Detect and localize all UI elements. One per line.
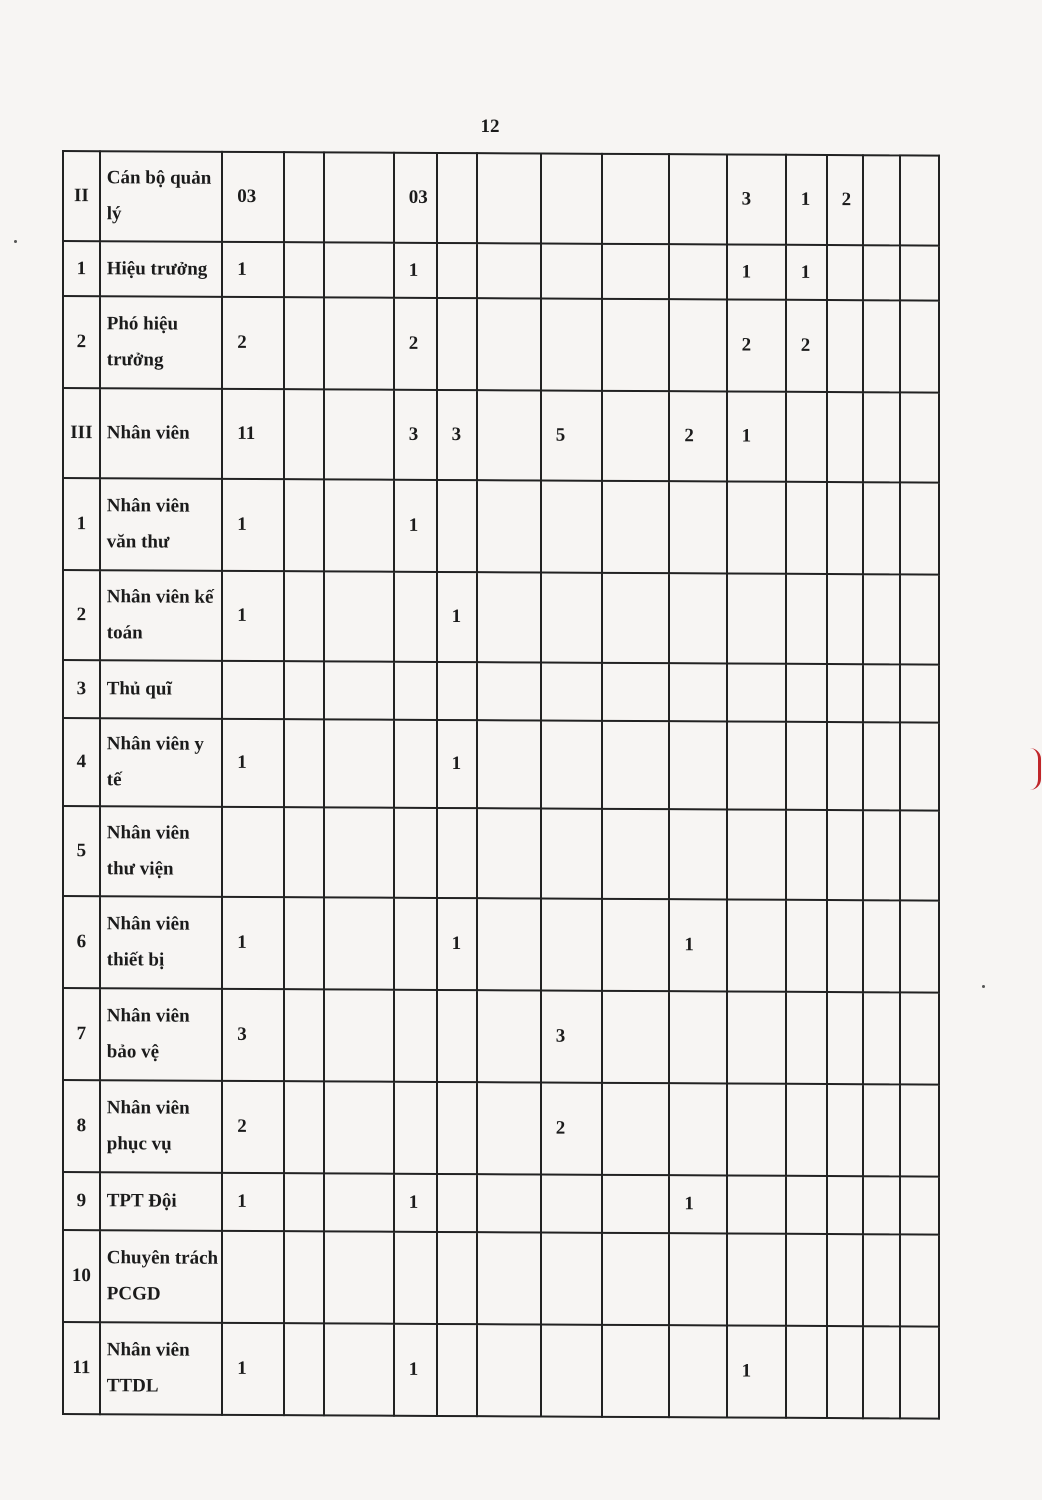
table-cell: 1 bbox=[222, 1173, 283, 1231]
table-cell bbox=[900, 992, 939, 1084]
table-cell bbox=[541, 1325, 602, 1417]
red-pen-mark bbox=[1030, 748, 1041, 790]
staff-table bbox=[62, 150, 940, 1420]
row-label: Nhân viên y tế bbox=[100, 718, 223, 807]
table-cell bbox=[863, 900, 900, 992]
table-cell bbox=[602, 244, 669, 299]
table-cell bbox=[669, 721, 726, 809]
table-cell bbox=[669, 663, 726, 721]
table-cell bbox=[863, 482, 900, 574]
table-cell: 1 bbox=[437, 898, 478, 990]
row-number: 1 bbox=[63, 241, 100, 296]
table-cell bbox=[727, 1233, 786, 1325]
table-cell bbox=[324, 479, 393, 571]
table-cell: 03 bbox=[222, 152, 283, 242]
table-cell bbox=[786, 1084, 827, 1176]
table-cell bbox=[437, 662, 478, 720]
table-row bbox=[63, 296, 939, 393]
table-cell bbox=[827, 664, 864, 722]
table-cell bbox=[437, 480, 478, 572]
row-label: Hiệu trưởng bbox=[100, 241, 223, 297]
table-row bbox=[63, 660, 939, 723]
table-cell bbox=[284, 661, 325, 719]
table-cell bbox=[669, 991, 726, 1083]
table-cell bbox=[284, 1173, 325, 1231]
table-cell bbox=[324, 1231, 393, 1323]
table-cell: 2 bbox=[541, 1083, 602, 1175]
table-cell bbox=[284, 242, 325, 297]
table-cell bbox=[437, 1082, 478, 1174]
table-cell bbox=[437, 1324, 478, 1416]
table-cell bbox=[602, 573, 669, 663]
table-cell bbox=[786, 1176, 827, 1234]
table-cell bbox=[900, 664, 939, 722]
table-cell: 1 bbox=[222, 719, 283, 807]
table-cell bbox=[324, 897, 393, 989]
table-cell bbox=[727, 481, 786, 573]
table-cell bbox=[669, 299, 726, 391]
row-number: 6 bbox=[63, 896, 100, 988]
table-cell: 1 bbox=[786, 155, 827, 245]
table-cell bbox=[727, 663, 786, 721]
table-cell bbox=[437, 1232, 478, 1324]
table-cell: 2 bbox=[786, 300, 827, 392]
table-cell bbox=[222, 807, 283, 897]
table-cell bbox=[324, 719, 393, 807]
table-row bbox=[63, 1172, 939, 1235]
table-cell bbox=[437, 243, 478, 298]
table-cell: 1 bbox=[786, 245, 827, 300]
row-number: 4 bbox=[63, 718, 100, 806]
table-cell: 2 bbox=[222, 297, 283, 389]
table-cell bbox=[477, 153, 540, 243]
table-cell bbox=[669, 1325, 726, 1417]
table-cell: 2 bbox=[222, 1081, 283, 1173]
table-cell bbox=[324, 1173, 393, 1231]
table-cell bbox=[284, 571, 325, 661]
table-cell bbox=[602, 1325, 669, 1417]
table-cell bbox=[863, 810, 900, 900]
table-cell: 3 bbox=[437, 390, 478, 480]
table-cell bbox=[541, 154, 602, 244]
row-label: Phó hiệu trưởng bbox=[100, 296, 223, 389]
table-cell bbox=[727, 991, 786, 1083]
table-cell bbox=[284, 389, 325, 479]
table-cell: 1 bbox=[222, 897, 283, 989]
table-cell bbox=[900, 810, 939, 900]
table-cell bbox=[863, 1234, 900, 1326]
row-label: Nhân viên bbox=[100, 388, 223, 479]
table-cell bbox=[477, 243, 540, 298]
table-cell bbox=[437, 153, 478, 243]
table-cell bbox=[394, 1082, 437, 1174]
table-cell bbox=[827, 1326, 864, 1418]
table-cell bbox=[827, 1234, 864, 1326]
table-cell: 2 bbox=[727, 299, 786, 391]
table-cell bbox=[863, 155, 900, 245]
table-cell bbox=[900, 900, 939, 992]
table-cell bbox=[394, 808, 437, 898]
table-cell: 1 bbox=[394, 243, 437, 298]
row-number: 11 bbox=[63, 1322, 100, 1414]
row-number: III bbox=[63, 388, 100, 478]
table-cell: 1 bbox=[727, 391, 786, 481]
table-cell: 3 bbox=[727, 154, 786, 244]
table-cell bbox=[284, 807, 325, 897]
table-cell bbox=[602, 809, 669, 899]
row-number: 3 bbox=[63, 660, 100, 718]
table-cell bbox=[602, 1175, 669, 1233]
table-cell bbox=[827, 900, 864, 992]
table-cell bbox=[786, 1326, 827, 1418]
table-cell bbox=[786, 664, 827, 722]
table-cell bbox=[669, 154, 726, 244]
table-row bbox=[63, 1230, 939, 1327]
row-number: 10 bbox=[63, 1230, 100, 1322]
table-cell bbox=[602, 1083, 669, 1175]
table-cell bbox=[284, 479, 325, 571]
table-row bbox=[63, 718, 939, 811]
table-cell bbox=[727, 573, 786, 663]
table-cell bbox=[900, 300, 939, 392]
table-cell bbox=[900, 1084, 939, 1176]
row-label: Nhân viên thư viện bbox=[100, 806, 223, 897]
table-cell bbox=[222, 1231, 283, 1323]
table-cell bbox=[477, 1082, 540, 1174]
table-cell bbox=[786, 574, 827, 664]
table-row bbox=[63, 241, 939, 301]
row-label: Cán bộ quản lý bbox=[100, 151, 223, 242]
page-number: 12 bbox=[480, 116, 500, 137]
table-cell bbox=[284, 989, 325, 1081]
table-cell bbox=[669, 481, 726, 573]
table-cell bbox=[827, 722, 864, 810]
table-cell bbox=[324, 661, 393, 719]
table-row bbox=[63, 570, 939, 665]
table-cell bbox=[863, 245, 900, 300]
row-number: 8 bbox=[63, 1080, 100, 1172]
table-cell bbox=[786, 482, 827, 574]
table-cell: 1 bbox=[394, 480, 437, 572]
row-number: 2 bbox=[63, 570, 100, 660]
table-cell bbox=[284, 152, 325, 242]
table-cell bbox=[900, 245, 939, 300]
table-cell: 1 bbox=[727, 244, 786, 299]
table-cell bbox=[669, 1233, 726, 1325]
table-cell: 1 bbox=[394, 1324, 437, 1416]
table-cell: 1 bbox=[222, 479, 283, 571]
table-cell bbox=[541, 481, 602, 573]
table-cell bbox=[602, 391, 669, 481]
row-number: II bbox=[63, 151, 100, 241]
table-cell bbox=[324, 389, 393, 479]
table-cell bbox=[602, 481, 669, 573]
row-label: Nhân viên văn thư bbox=[100, 478, 223, 571]
row-label: Chuyên trách PCGD bbox=[100, 1230, 223, 1323]
table-cell bbox=[900, 482, 939, 574]
table-cell bbox=[602, 721, 669, 809]
table-cell: 1 bbox=[222, 1323, 283, 1415]
table-cell bbox=[541, 1233, 602, 1325]
table-cell bbox=[863, 1084, 900, 1176]
table-cell bbox=[437, 990, 478, 1082]
table-cell bbox=[827, 482, 864, 574]
table-cell bbox=[284, 719, 325, 807]
table-cell bbox=[786, 992, 827, 1084]
table-cell bbox=[541, 573, 602, 663]
table-cell bbox=[541, 244, 602, 299]
row-number: 5 bbox=[63, 806, 100, 896]
table-cell bbox=[602, 663, 669, 721]
table-cell bbox=[669, 809, 726, 899]
table-cell bbox=[394, 898, 437, 990]
table-cell bbox=[394, 1232, 437, 1324]
table-cell bbox=[477, 480, 540, 572]
table-cell bbox=[437, 298, 478, 390]
table-cell bbox=[284, 1081, 325, 1173]
row-label: Nhân viên TTDL bbox=[100, 1322, 223, 1415]
table-cell bbox=[602, 991, 669, 1083]
table-cell bbox=[477, 572, 540, 662]
table-cell bbox=[827, 1084, 864, 1176]
table-cell bbox=[827, 992, 864, 1084]
table-cell bbox=[437, 808, 478, 898]
table-cell bbox=[222, 661, 283, 719]
row-label: Thủ quĩ bbox=[100, 660, 223, 719]
table-cell bbox=[727, 1175, 786, 1233]
table-cell: 1 bbox=[727, 1325, 786, 1417]
table-cell bbox=[602, 299, 669, 391]
table-cell bbox=[284, 897, 325, 989]
table-cell bbox=[541, 1175, 602, 1233]
table-cell bbox=[827, 300, 864, 392]
table-cell bbox=[900, 1326, 939, 1418]
table-cell: 1 bbox=[437, 572, 478, 662]
table-cell: 5 bbox=[541, 391, 602, 481]
table-cell bbox=[394, 662, 437, 720]
table-cell bbox=[437, 1174, 478, 1232]
table-cell bbox=[863, 574, 900, 664]
table-cell bbox=[900, 722, 939, 810]
row-number: 1 bbox=[63, 478, 100, 570]
table-cell bbox=[827, 1176, 864, 1234]
table-cell: 03 bbox=[394, 153, 437, 243]
table-cell bbox=[394, 720, 437, 808]
scan-speck bbox=[982, 985, 985, 988]
table-cell bbox=[786, 722, 827, 810]
table-cell: 1 bbox=[394, 1174, 437, 1232]
table-cell bbox=[863, 722, 900, 810]
row-label: Nhân viên bảo vệ bbox=[100, 988, 223, 1081]
table-cell bbox=[669, 244, 726, 299]
table-cell bbox=[324, 571, 393, 661]
table-cell bbox=[900, 1176, 939, 1234]
row-label: TPT Đội bbox=[100, 1172, 223, 1231]
table-cell bbox=[477, 898, 540, 990]
table-cell bbox=[477, 298, 540, 390]
table-cell bbox=[477, 990, 540, 1082]
table-cell: 1 bbox=[437, 720, 478, 808]
table-cell bbox=[324, 989, 393, 1081]
table-cell bbox=[477, 1174, 540, 1232]
table-cell bbox=[900, 574, 939, 664]
table-cell bbox=[541, 899, 602, 991]
table-cell: 1 bbox=[669, 899, 726, 991]
table-cell bbox=[602, 154, 669, 244]
table-cell: 3 bbox=[222, 989, 283, 1081]
table-cell bbox=[863, 300, 900, 392]
table-cell bbox=[827, 810, 864, 900]
table-cell bbox=[863, 664, 900, 722]
table-cell bbox=[827, 574, 864, 664]
table-cell bbox=[786, 810, 827, 900]
table-cell bbox=[477, 1232, 540, 1324]
table-cell bbox=[827, 245, 864, 300]
table-row bbox=[63, 806, 939, 901]
table-row bbox=[63, 151, 939, 246]
scan-speck bbox=[14, 240, 17, 243]
table-cell bbox=[284, 297, 325, 389]
row-label: Nhân viên phục vụ bbox=[100, 1080, 223, 1173]
row-label: Nhân viên kế toán bbox=[100, 570, 223, 661]
table-row bbox=[63, 896, 939, 993]
table-cell bbox=[602, 1233, 669, 1325]
table-cell: 2 bbox=[394, 298, 437, 390]
table-cell bbox=[394, 990, 437, 1082]
table-cell bbox=[477, 1324, 540, 1416]
table-cell bbox=[863, 392, 900, 482]
table-cell bbox=[477, 808, 540, 898]
table-cell bbox=[727, 809, 786, 899]
table-cell bbox=[477, 662, 540, 720]
table-cell bbox=[669, 573, 726, 663]
table-cell bbox=[863, 1326, 900, 1418]
table-cell bbox=[786, 900, 827, 992]
table-row bbox=[63, 988, 939, 1085]
row-label: Nhân viên thiết bị bbox=[100, 896, 223, 989]
row-number: 9 bbox=[63, 1172, 100, 1230]
table-cell bbox=[863, 992, 900, 1084]
table-cell bbox=[284, 1231, 325, 1323]
row-number: 2 bbox=[63, 296, 100, 388]
table-cell bbox=[477, 390, 540, 480]
table-cell: 1 bbox=[222, 571, 283, 661]
table-cell: 1 bbox=[222, 242, 283, 297]
row-number: 7 bbox=[63, 988, 100, 1080]
table-cell bbox=[541, 299, 602, 391]
table-cell bbox=[541, 663, 602, 721]
table-cell bbox=[394, 572, 437, 662]
table-cell bbox=[827, 392, 864, 482]
table-cell bbox=[324, 807, 393, 897]
table-row bbox=[63, 388, 939, 483]
table-cell bbox=[324, 152, 393, 242]
table-cell bbox=[602, 899, 669, 991]
table-cell: 1 bbox=[669, 1175, 726, 1233]
table-cell bbox=[786, 1234, 827, 1326]
table-cell bbox=[324, 1323, 393, 1415]
table-cell bbox=[669, 1083, 726, 1175]
table-cell bbox=[900, 1234, 939, 1326]
table-cell: 2 bbox=[669, 391, 726, 481]
table-cell bbox=[541, 721, 602, 809]
table-cell bbox=[786, 392, 827, 482]
table-cell bbox=[477, 720, 540, 808]
table-cell bbox=[727, 1083, 786, 1175]
table-cell bbox=[900, 392, 939, 482]
table-cell: 11 bbox=[222, 389, 283, 479]
table-cell bbox=[541, 809, 602, 899]
table-cell bbox=[727, 721, 786, 809]
table-cell: 3 bbox=[541, 991, 602, 1083]
table-cell bbox=[727, 899, 786, 991]
table-cell: 2 bbox=[827, 155, 864, 245]
table-cell bbox=[324, 242, 393, 297]
table-row bbox=[63, 1322, 939, 1419]
table-cell bbox=[863, 1176, 900, 1234]
table-row bbox=[63, 478, 939, 575]
table-cell: 3 bbox=[394, 390, 437, 480]
table-cell bbox=[284, 1323, 325, 1415]
table-row bbox=[63, 1080, 939, 1177]
table-cell bbox=[324, 1081, 393, 1173]
table-cell bbox=[900, 155, 939, 245]
table-cell bbox=[324, 297, 393, 389]
